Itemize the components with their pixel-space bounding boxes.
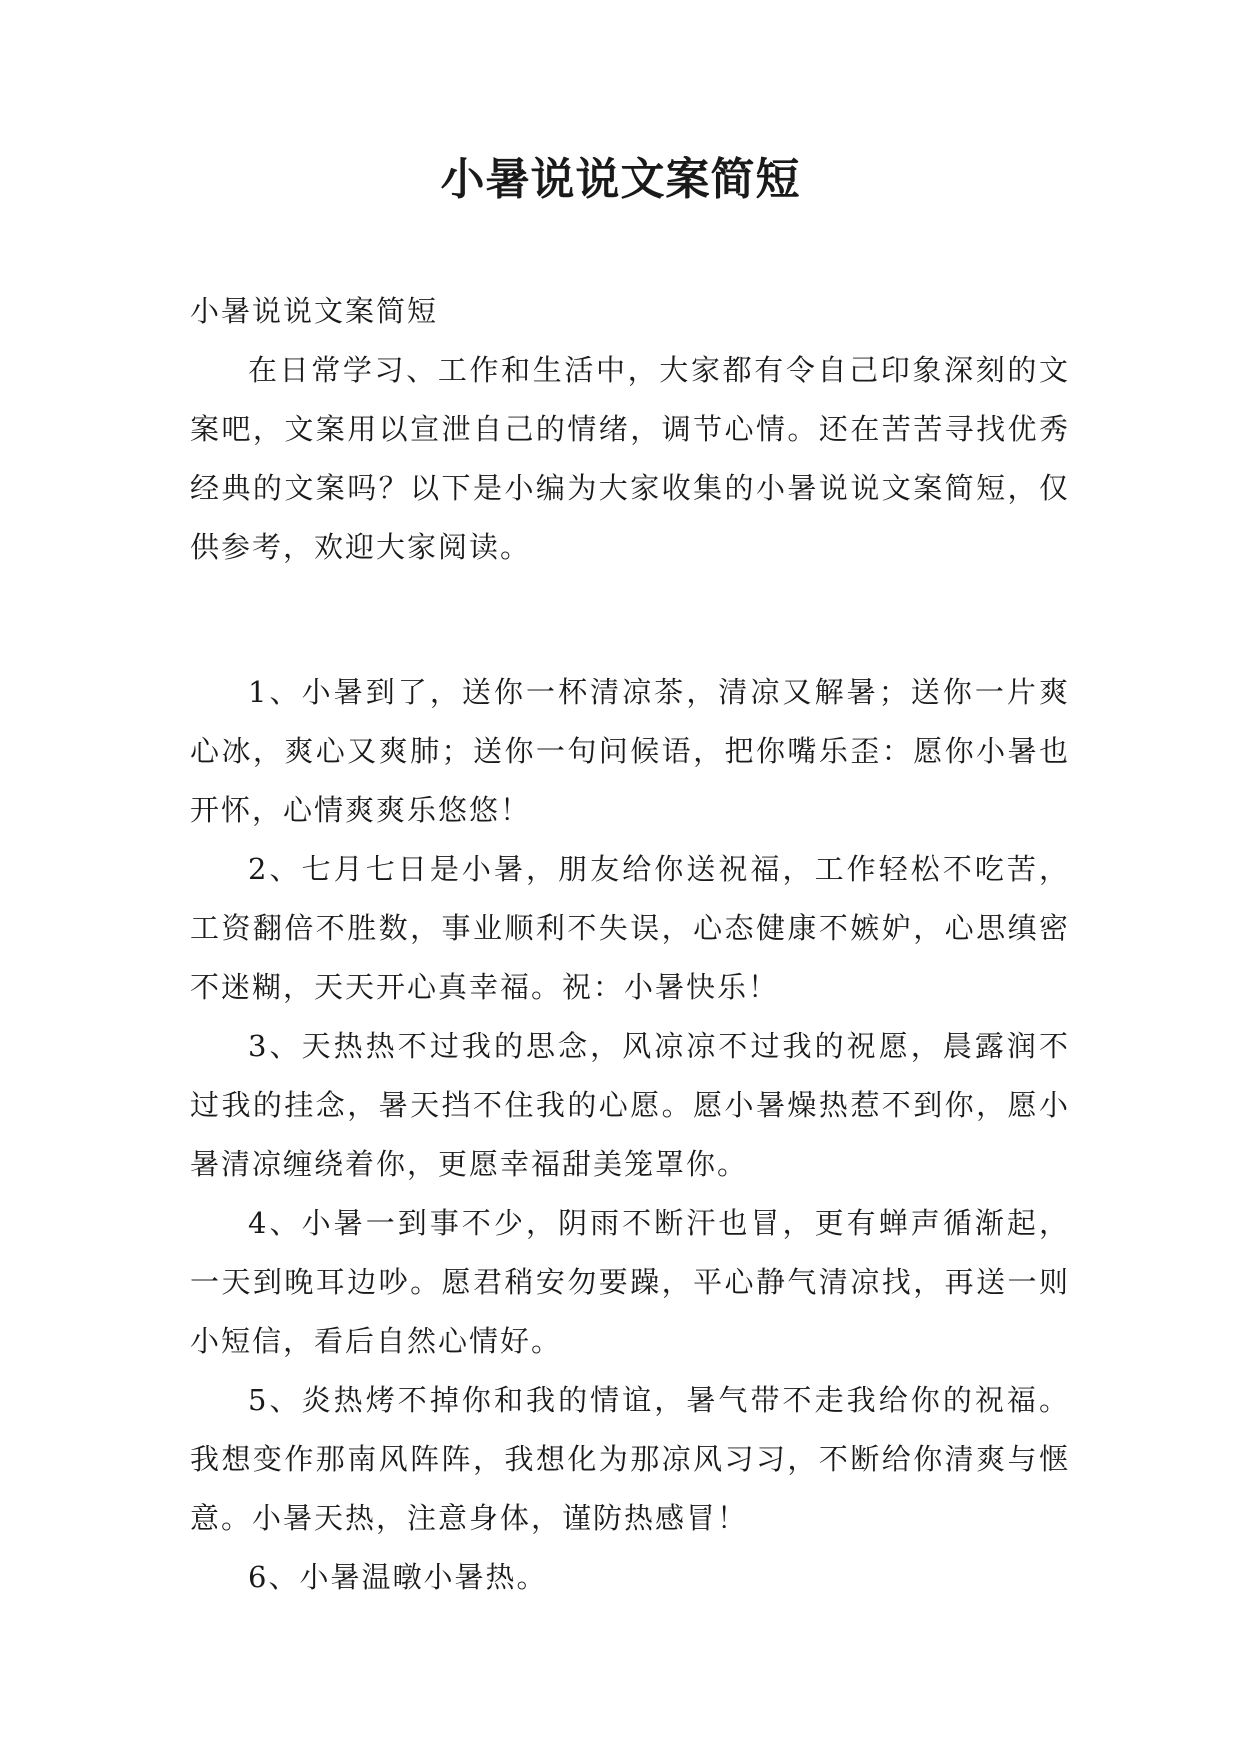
list-item: 5、炎热烤不掉你和我的情谊，暑气带不走我给你的祝福。我想变作那南风阵阵，我想化为那凉风习习，不断给你清爽与惬意。小暑天热，注意身体，谨防热感冒！ <box>190 1383 1070 1535</box>
item-list <box>190 663 1070 1607</box>
list-item: 6、小暑温暾小暑热。 <box>248 1560 548 1594</box>
list-item: 3、天热热不过我的思念，风凉凉不过我的祝愿，晨露润不过我的挂念，暑天挡不住我的心愿。愿小暑燥热惹不到你，愿小暑清凉缠绕着你，更愿幸福甜美笼罩你。 <box>190 1029 1070 1181</box>
intro-paragraph: 在日常学习、工作和生活中，大家都有令自己印象深刻的文案吧，文案用以宣泄自己的情绪，调节心情。还在苦苦寻找优秀经典的文案吗？以下是小编为大家收集的小暑说说文案简短，仅供参考，欢迎大家阅读。 <box>190 353 1070 564</box>
list-item: 1、小暑到了，送你一杯清凉茶，清凉又解暑；送你一片爽心冰，爽心又爽肺；送你一句问候语，把你嘴乐歪：愿你小暑也开怀，心情爽爽乐悠悠！ <box>190 675 1070 827</box>
document-body <box>190 282 1070 1607</box>
document-title: 小暑说说文案简短 <box>440 154 801 205</box>
list-item: 4、小暑一到事不少，阴雨不断汗也冒，更有蝉声循渐起，一天到晚耳边吵。愿君稍安勿要躁，平心静气清凉找，再送一则小短信，看后自然心情好。 <box>190 1206 1070 1358</box>
paragraph-spacer <box>190 577 1070 663</box>
list-item: 2、七月七日是小暑，朋友给你送祝福，工作轻松不吃苦，工资翻倍不胜数，事业顺利不失误，心态健康不嫉妒，心思缜密不迷糊，天天开心真幸福。祝：小暑快乐！ <box>190 852 1070 1004</box>
document-subtitle: 小暑说说文案简短 <box>190 294 439 328</box>
